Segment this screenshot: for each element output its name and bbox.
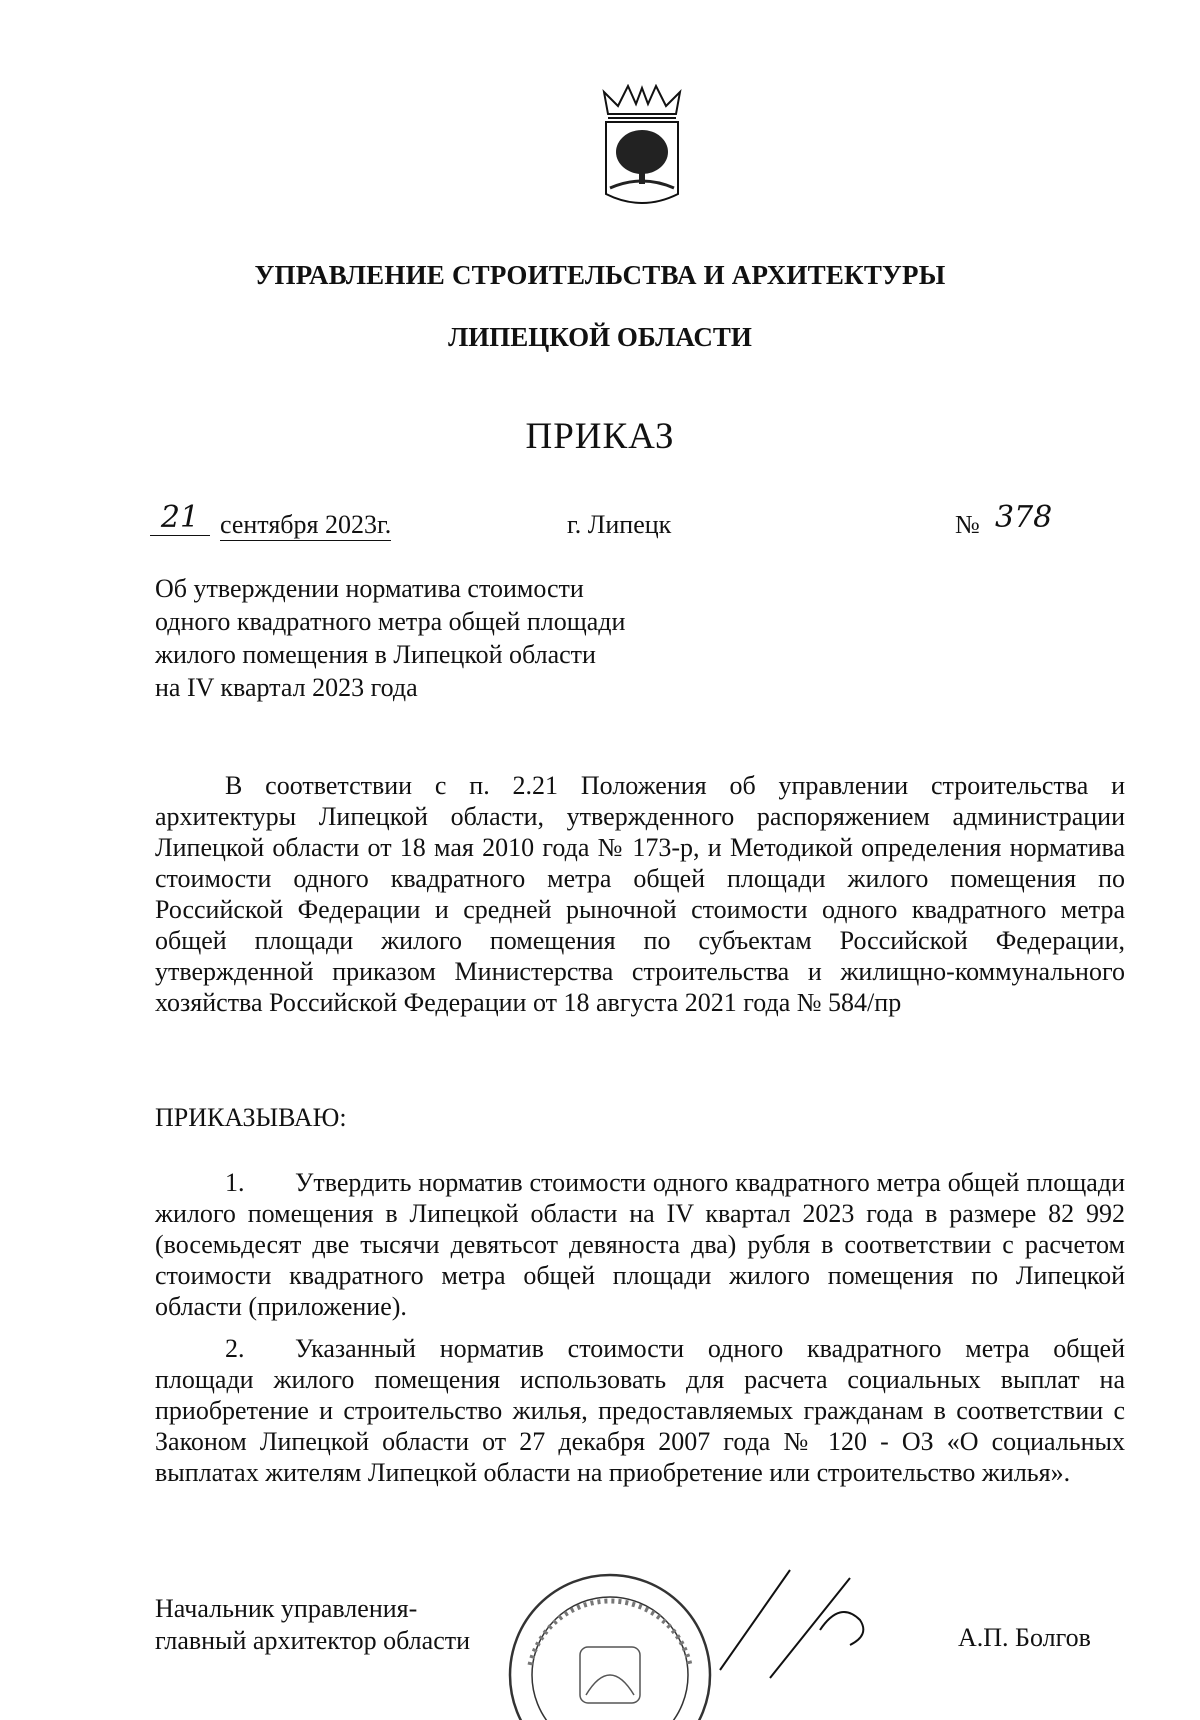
organization-name: УПРАВЛЕНИЕ СТРОИТЕЛЬСТВА И АРХИТЕКТУРЫ: [254, 260, 946, 290]
handwritten-signature-icon: [700, 1560, 900, 1680]
number-label: №: [955, 510, 980, 539]
item-number: 2.: [225, 1334, 245, 1363]
coat-of-arms-icon: [600, 84, 684, 212]
handwritten-day: 21: [150, 500, 210, 536]
organization-region: ЛИПЕЦКОЙ ОБЛАСТИ: [448, 322, 752, 352]
item-text: Утвердить норматив стоимости одного квадратного метра общей площади жилого помещения в Липецкой области на IV квартал 2023 года в размере 82 992 (восемьдесят две тысячи девятьсот девяноста два) рубля в соответствии с расчетом стоимости квадратного метра общей площади жилого помещения по Липецкой области (приложение).: [155, 1168, 1125, 1321]
date-month-year: сентября 2023г.: [220, 510, 392, 539]
signatory-position: Начальник управления- главный архитектор области: [155, 1594, 471, 1655]
order-subject: Об утверждении норматива стоимости одного квадратного метра общей площади жилого помещения в Липецкой области на IV квартал 2023 года: [155, 574, 626, 702]
order-item: [155, 1167, 1125, 1322]
signatory-name: А.П. Болгов: [958, 1623, 1091, 1652]
item-number: 1.: [225, 1168, 245, 1197]
order-word: ПРИКАЗЫВАЮ:: [155, 1103, 347, 1132]
city: г. Липецк: [567, 510, 672, 539]
document-type-title: ПРИКАЗ: [525, 416, 675, 457]
preamble-paragraph: В соответствии с п. 2.21 Положения об управлении строительства и архитектуры Липецкой области, утвержденного распоряжением администрации Липецкой области от 18 мая 2010 года № 173-р, и Методикой определения норматива стоимости одного квадратного метра общей площади жилого помещения по Российской Федерации и средней рыночной стоимости одного квадратного метра общей площади жилого помещения по субъектам Российской Федерации, утвержденной приказом Министерства строительства и жилищно-коммунального хозяйства Российской Федерации от 18 августа 2021 года № 584/пр: [155, 771, 1125, 1017]
order-item: [155, 1333, 1125, 1488]
handwritten-number: 378: [995, 500, 1053, 535]
official-stamp-icon: [490, 1555, 730, 1720]
item-text: Указанный норматив стоимости одного квадратного метра общей площади жилого помещения использовать для расчета социальных выплат на приобретение и строительство жилья, предоставляемых гражданам в соответствии с Законом Липецкой области от 27 декабря 2007 года № 120 - ОЗ «О социальных выплатах жителям Липецкой области на приобретение или строительство жилья».: [155, 1334, 1125, 1487]
